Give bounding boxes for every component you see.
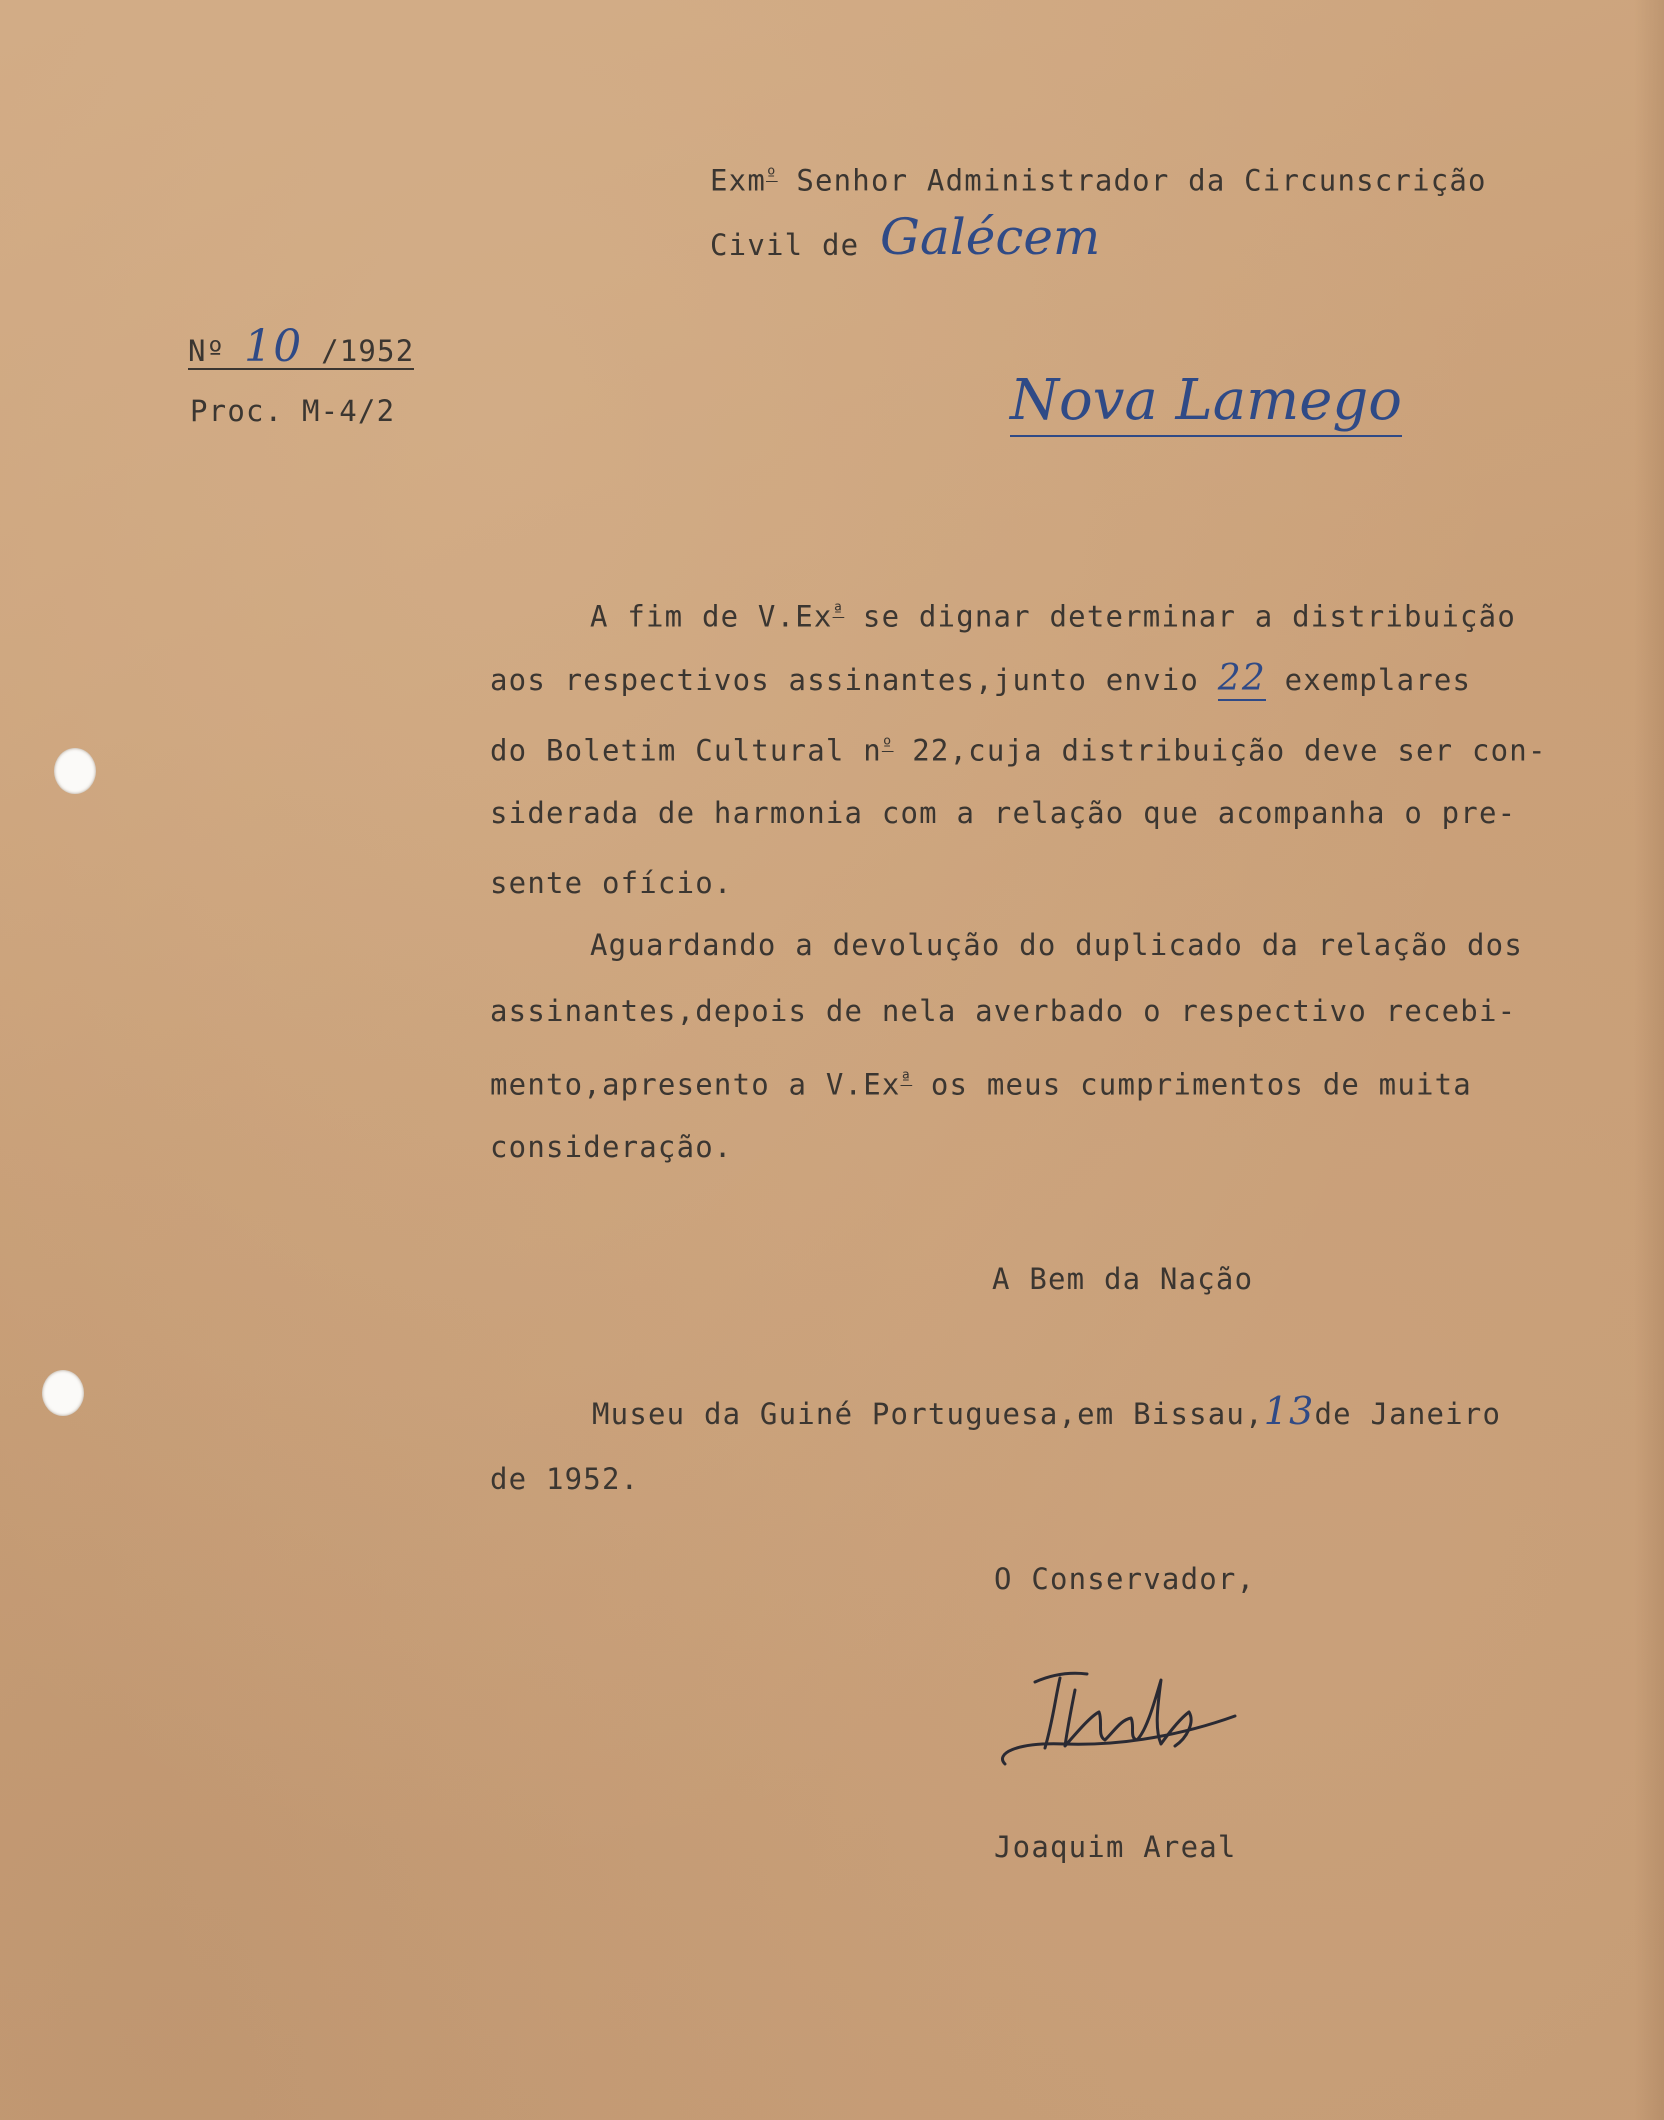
handwritten-day: 13	[1263, 1389, 1315, 1433]
body-text: 22,cuja distribuição deve ser con-	[893, 733, 1547, 768]
body-line	[590, 594, 1516, 633]
body-text: do Boletim Cultural n	[490, 733, 882, 768]
body-line	[490, 658, 1472, 699]
reference-number	[188, 321, 415, 372]
body-line: consideração.	[490, 1130, 733, 1164]
reference-prefix: Nº	[188, 334, 226, 368]
reference-handwritten-number: 10	[244, 321, 303, 372]
body-text: se dignar determinar a distribuição	[844, 599, 1516, 634]
ordinal-mark: ª	[900, 1069, 913, 1089]
body-line	[490, 728, 1547, 767]
handwritten-copies-count: 22	[1217, 658, 1266, 699]
body-text: os meus cumprimentos de muita	[912, 1067, 1472, 1102]
punch-hole	[42, 1370, 84, 1416]
body-line: siderada de harmonia com a relação que acompanha o pre-	[490, 796, 1517, 830]
address-line: Civil de	[710, 228, 860, 262]
place-text: Museu da Guiné Portuguesa,em Bissau,	[592, 1397, 1264, 1431]
place-date-line: de 1952.	[490, 1462, 640, 1496]
body-text: exemplares	[1265, 663, 1472, 697]
punch-hole	[54, 748, 96, 794]
handwritten-address-2: Nova Lamego	[1010, 368, 1402, 437]
place-date-line	[592, 1389, 1502, 1433]
address-prefix: Exm	[710, 163, 766, 198]
body-text: mento,apresento a V.Ex	[490, 1067, 901, 1102]
handwritten-address-1: Galécem	[880, 208, 1101, 266]
ordinal-mark: º	[881, 735, 894, 755]
signer-role: O Conservador,	[994, 1562, 1256, 1596]
body-line: Aguardando a devolução do duplicado da relação dos	[590, 928, 1523, 962]
signer-name: Joaquim Areal	[994, 1830, 1237, 1864]
ordinal-mark: ª	[832, 601, 845, 621]
signature-image	[975, 1660, 1255, 1780]
address-line	[710, 158, 1487, 197]
body-text: aos respectivos assinantes,junto envio	[490, 663, 1218, 697]
body-line: sente ofício.	[490, 866, 733, 900]
place-text: de Janeiro	[1314, 1397, 1502, 1431]
ordinal-mark: º	[765, 165, 778, 185]
closing-formula: A Bem da Nação	[992, 1262, 1254, 1296]
reference-process: Proc. M-4/2	[190, 394, 396, 428]
reference-year: /1952	[321, 334, 415, 368]
body-text: A fim de V.Ex	[590, 599, 833, 634]
body-line: assinantes,depois de nela averbado o respectivo recebi-	[490, 994, 1517, 1028]
address-rest: Senhor Administrador da Circunscrição	[777, 163, 1487, 198]
body-line	[490, 1062, 1472, 1101]
